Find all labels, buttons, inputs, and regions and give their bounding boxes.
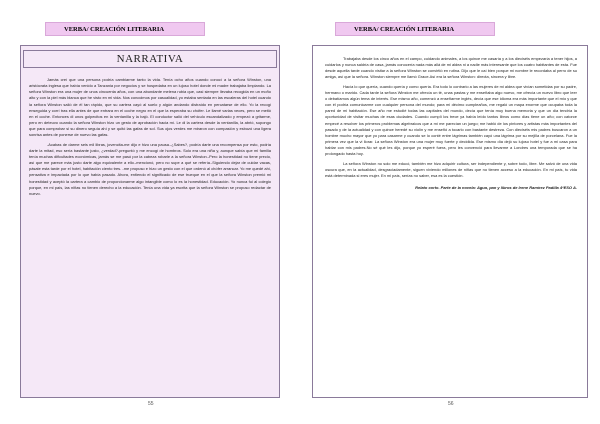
narrativa-title: NARRATIVA — [23, 50, 277, 68]
story-continuation-box — [312, 45, 588, 398]
story-paragraph: -Acabas de darme seis mil libras, jovencita-me dijo e hizo una pausa.-¿Sabes?, podría darte una recompensa por esto, podría darte la mitad, eso sería bastante justo, ¿verdad?-preguntó y me encogí de hombros. Solo era una niña y, aunque sabía que mi familia tenía muchas dificultades económicas, jamás se me pasó por la cabeza robarle a la señora Winston.-Pero la honestidad no tiene precio, así que me parece más justo darte algo equivalente a ello.-mencionó, pero no supe a qué se refería.-Siguiendo dejar de cuidar vacas, pásate esta tarde por el hotel, habitación ciento tres. -me propuso e hizo un gesto con el que ordenó al chófer arrancar. Yo me quedé ahí, pensativa e impactada por lo que había pasado. Ahora, entiendo el significado de ese trueque en el que la señora Winston premió mi honestidad y aceptó la cartera a cambio de proporcionarme algo intangible como lo es la honestidad. Educación. Yo nunca fui al colegio porque, en mi país, las niñas no tienen derecho a la educación. Tenía una vida ya escrita que la señora Winston se propuso redactar de nuevo. — [29, 141, 271, 196]
story-paragraph: Jamás creí que una persona podría cambiarme tanto la vida. Tenía ocho años cuando conocí a la señora Winston, una aristócrata inglesa que había venido a Tanzania por negocios y se hospedaba en un lujoso hotel donde mi madre trabajaba limpiando. La señora Winston era una mujer de unos cincuenta años, con una abundante melena rubia que, casi siempre llevaba recogida en un moño alto y con la piel más blanca que he visto en mi vida. Nos conocimos por casualidad, yo estaba sentada en las escaleras del hotel cuando la señora Winston salió de él tan rápido, que su cartera cayó al suelo y algún andando distraído en percatarse de ello. Yo la recogí enseguida y corrí tras ella antes de que entrara en el coche negro en el que la esperaba su chófer. Le llamé varias veces, pero se metió en el coche. Entonces di unos golpecitos en la ventanilla y la bajó. El conductor salió del vehículo escandalizado y empezó a gritarme, pero en deteuvo cuando la señora Winston hizo un gesto de aprobación hacia mí. Le di la cartera desde la ventanilla, la abrió, supongo que para comprobar si su dinero seguía ahí y se quitó las gafas de sol. Sus ojos verdes me miraron con compasión y esbozó una ligera sonrisa antes de ponerse de nuevo las gafas. — [29, 77, 271, 138]
story-paragraph: Trabajaba desde los cinco años en el campo, cuidando animales, a los quince me casaría y a los dieciséis empezaría a tener hijos, a cuidarlos y nunca saldría de casa, jamás conocería nada más allá de mi aldea ni a nadie más interesante que los cuatro habitantes de esta. Fue desde aquella tarde cuando visitar a la señora Winston se convirtió en rutina. Dijo que le caí bien porque mi nombre le recordaba al perro de su amiga, así que la señora. Winston siempre me llamó Grace.Así era la señora Winston: directa, sincera y libre. — [325, 56, 577, 80]
right-page — [300, 0, 600, 424]
story-paragraph: La señora Winston no solo me educó, también me hizo adquirir cultura, ser independiente y, sobre todo, libre. Me salvó de una vida oscura que, en la actualidad, desgraciadamente, siguen viviendo millones de niñas que no tienen acceso a la educación. En mi país, tu vida está determinada si eres mujer. En mi país, serías no saber, esa es la cuestión. — [325, 160, 577, 178]
page-number: 56 — [448, 401, 454, 407]
story-paragraph: Hacía lo que quería, cuando quería y como quería. Era todo lo contrario a las mujeres de mi aldea que vivían sometidas por su padre, hermano o marido. Cada tarde la señora Winston me ofrecía un té, unas pastas y me enseñaba algo nuevo, me ofrecía un nuevo libro que leer o debatíamos algún tema de interés. Ese mismo año, comenzó a enseñarme inglés, decía que ese idioma era más importante que el mío y que con él podría comunicarme con cualquier persona del mundo; para mi décimo cumpleaños, me regaló un mapa enorme que ocupaba toda la pared de mi habitación. Ese año me estudié todas las capitales del mundo, decía que tenía muy buena memoria y que un día tendría la oportunidad de visitar muchas de esas ciudades. Cuando cumplí los trece ya había leído tantos libros como días tiene un año; con catorce empecé a resolver los primeros problemas algebraicos que a mí me parecían un juego; me habló de los pintores y artistas más importantes del pasado y de la actualidad y con quince heredé su violín y me enseñó a tocarlo con bastante destreza. Con dieciséis mis padres buscaron a un hombre mucho mayor que yo para casarme y cuando se lo conté entre lágrimas también cayó una lágrima por su mejilla de porcelana. Fue la primera vez que la vi llorar. La señora Winston era una mujer muy fuerte y decidida. Ese mismo día dejó su lujoso hotel y fue a mi casa para hablar con mis padres.No sé qué les dijo, porque yo esperé fuera, pero les convenció para llevarme a Londres una temporada que se ha prolongado hasta hoy. — [325, 83, 577, 157]
byline: Relato corto. Parte de la novela: Agua, pan y libros de Irene Ramírez Padilla 4ºESO A. — [415, 184, 577, 190]
story-text — [21, 68, 279, 197]
narrative-content-box — [20, 45, 280, 398]
section-banner: VERBA/ CREACIÓN LITERARIA — [335, 22, 495, 36]
page-number: 55 — [148, 401, 154, 407]
section-banner: VERBA/ CREACIÓN LITERARIA — [45, 22, 205, 36]
story-text — [313, 46, 587, 191]
